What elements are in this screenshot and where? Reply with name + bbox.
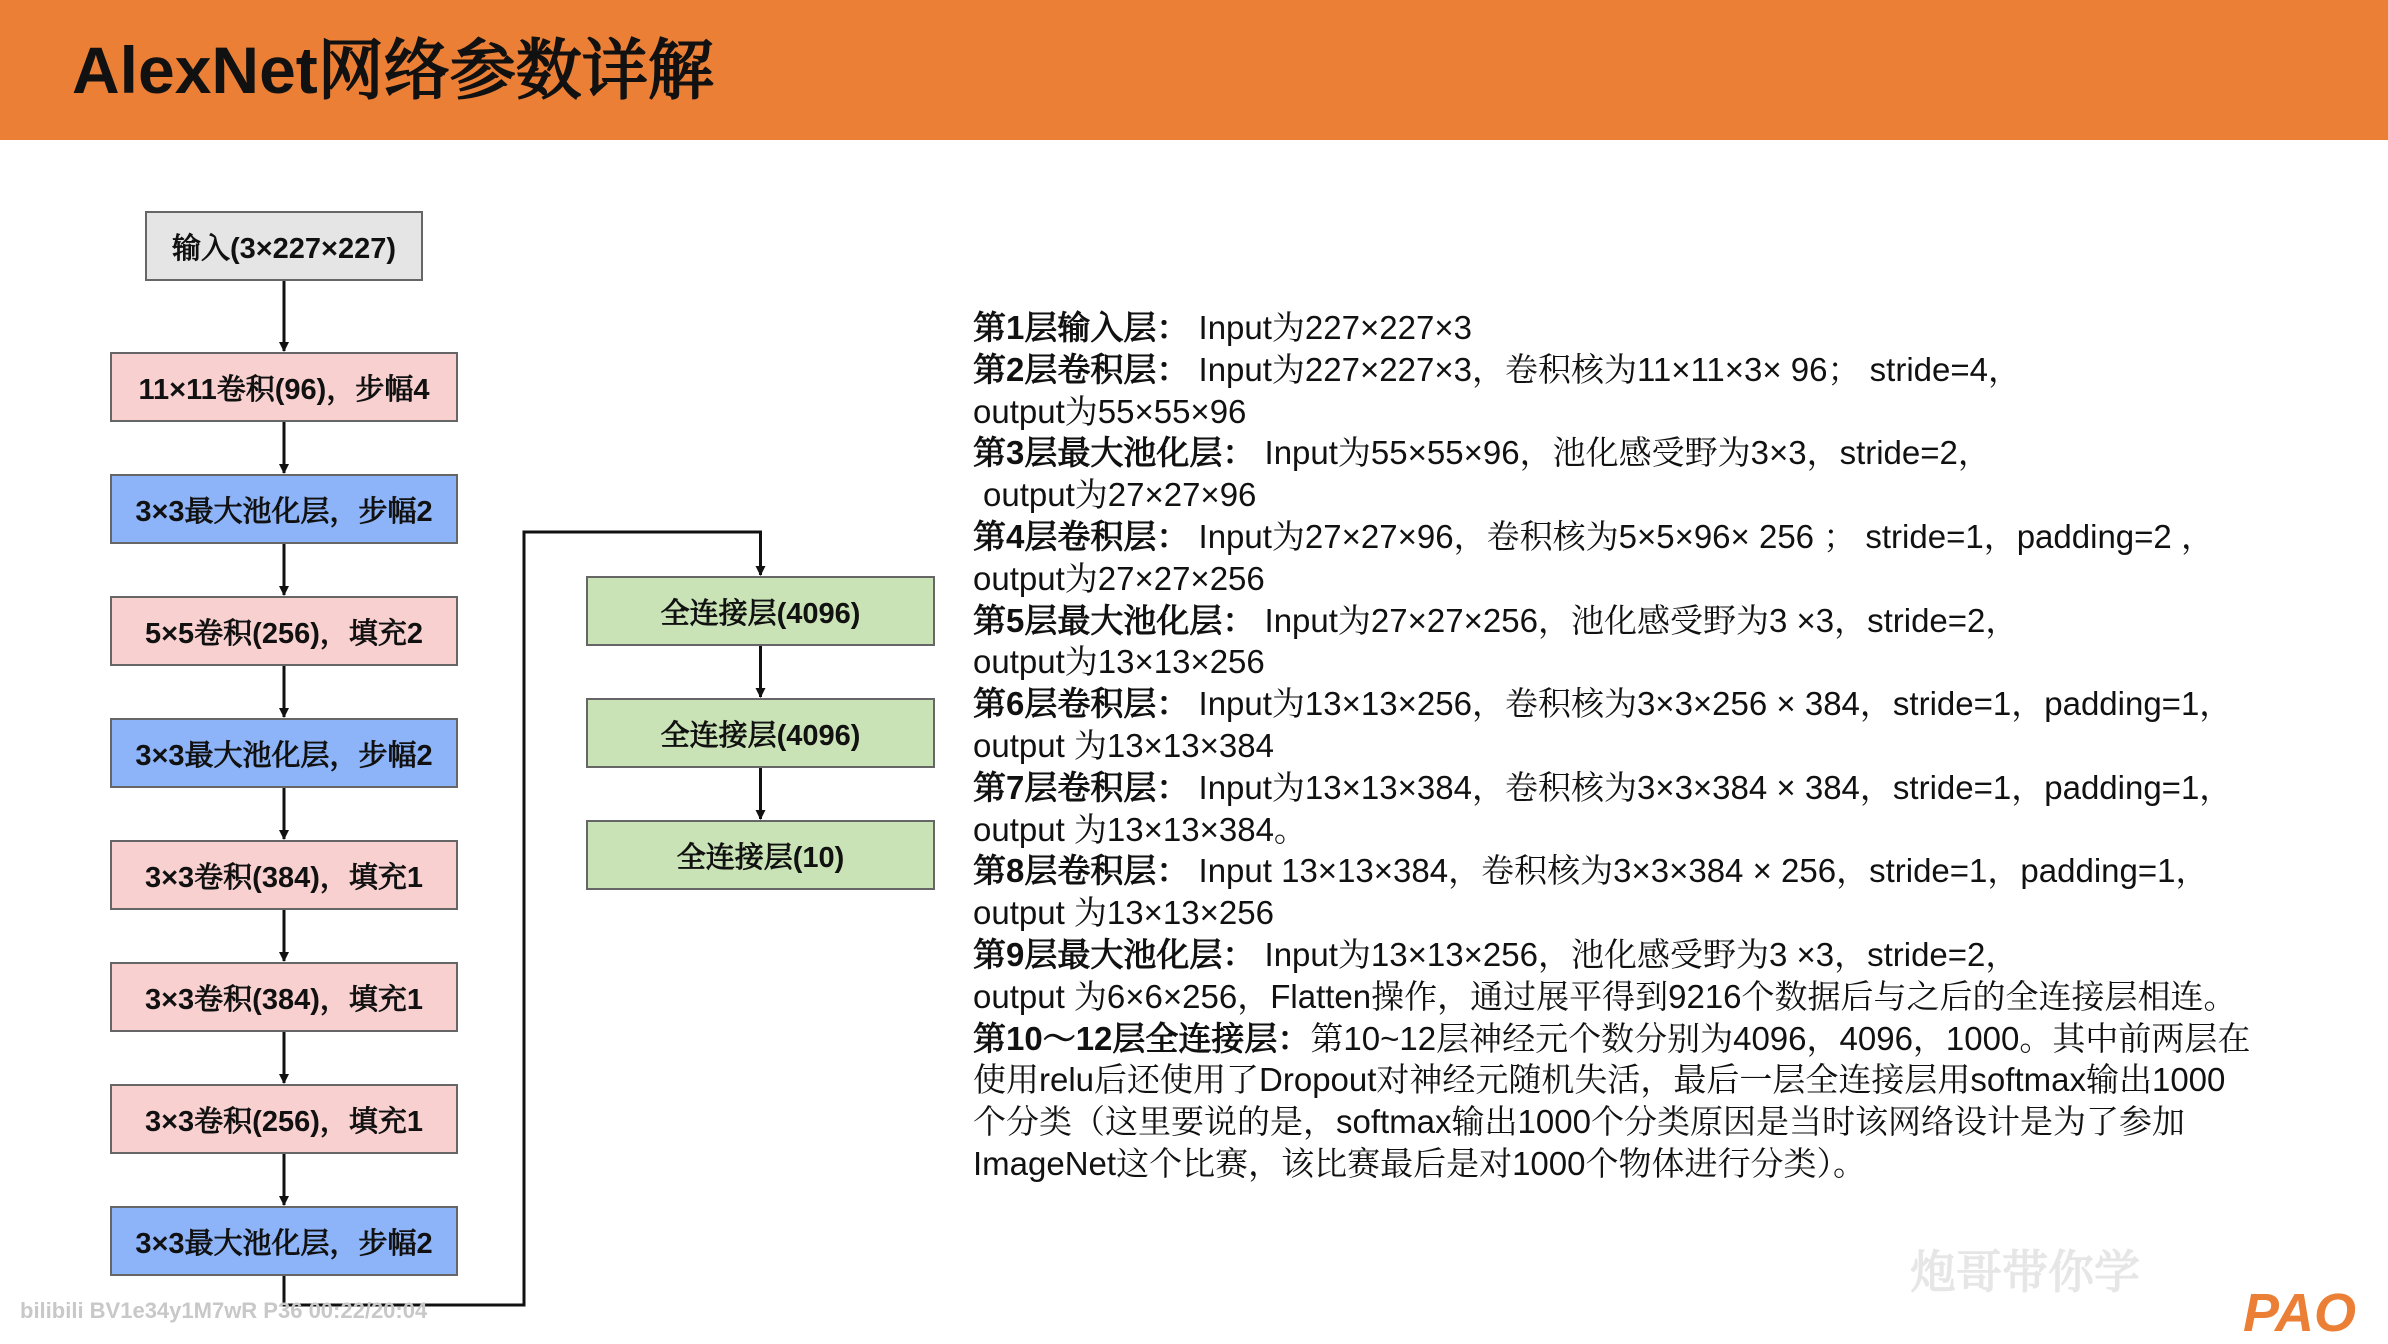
layer-detail: output为55×55×96 [973,392,1247,430]
layer-detail: 使用relu后还使用了Dropout对神经元随机失活，最后一层全连接层用softmax输出1000 [973,1061,2226,1099]
right-layer-3-fc: 全连接层(10) [586,820,935,890]
left-layer-9-pool: 3×3最大池化层，步幅2 [110,1206,458,1276]
left-layer-5-pool: 3×3最大池化层，步幅2 [110,718,458,788]
description-line [973,976,2343,1018]
right-layer-2-fc: 全连接层(4096) [586,698,935,768]
layer-label: 第4层卷积层： [973,517,1190,555]
layer-label: 第3层最大池化层： [973,434,1256,472]
page-title: AlexNet网络参数详解 [72,33,714,107]
layer-detail: output为13×13×256 [973,643,1265,681]
channel-watermark: 炮哥带你学 [1910,1246,2140,1298]
left-layer-7-conv: 3×3卷积(384)，填充1 [110,962,458,1032]
layer-detail: output 为13×13×256 [973,894,1274,932]
description-line [973,641,2343,683]
description-line [973,725,2343,767]
description-line [973,432,2343,474]
layer-label: 第1层输入层： [973,309,1190,346]
layer-detail: 个分类（这里要说的是，softmax输出1000个分类原因是当时该网络设计是为了参加 [973,1103,2185,1141]
left-layer-6-conv: 3×3卷积(384)，填充1 [110,840,458,910]
layer-label: 第6层卷积层： [973,685,1190,723]
left-layer-2-conv: 11×11卷积(96)，步幅4 [110,352,458,422]
description-line [973,1143,2343,1185]
pao-logo: PAO [2243,1283,2357,1343]
layer-detail: output为27×27×256 [973,559,1265,597]
layer-label: 第9层最大池化层： [973,935,1256,973]
description-line [973,809,2343,851]
layer-detail: output为27×27×96 [983,476,1257,514]
description-line [973,558,2343,600]
description-line [973,391,2343,433]
layer-detail: Input 13×13×384，卷积核为3×3×384 × 256，stride=1，padding=1， [1189,852,2209,890]
layer-detail: Input为13×13×256，池化感受野为3 ×3，stride=2， [1255,935,2019,973]
layer-detail: 第10~12层神经元个数分别为4096，4096，1000。其中前两层在 [1310,1019,2251,1057]
description-line [973,474,2343,516]
layer-label: 第2层卷积层： [973,350,1190,388]
layer-detail: output 为6×6×256，Flatten操作，通过展平得到9216个数据后与之后的全连接层相连。 [973,977,2237,1015]
right-layer-1-fc: 全连接层(4096) [586,576,935,646]
description-line [973,683,2343,725]
layer-detail: Input为227×227×3 [1189,309,1472,346]
layer-detail: output 为13×13×384 [973,726,1274,764]
description-line [973,934,2343,976]
description-line [973,850,2343,892]
layer-detail: Input为27×27×96，卷积核为5×5×96× 256 ； stride=1，padding=2 ， [1189,517,2214,555]
left-layer-3-pool: 3×3最大池化层，步幅2 [110,474,458,544]
description-line [973,516,2343,558]
layer-label: 第5层最大池化层： [973,601,1256,639]
layer-detail: Input为27×27×256，池化感受野为3 ×3，stride=2， [1255,601,2019,639]
layer-detail: ImageNet这个比赛，该比赛最后是对1000个物体进行分类）。 [973,1144,1866,1182]
video-watermark: bilibili BV1e34y1M7wR P36 00:22/20:04 [20,1298,428,1323]
left-layer-4-conv: 5×5卷积(256)，填充2 [110,596,458,666]
layer-detail: Input为55×55×96，池化感受野为3×3，stride=2， [1255,434,1991,472]
description-line [973,767,2343,809]
layer-detail: Input为13×13×384，卷积核为3×3×384 × 384，stride=1，padding=1， [1189,768,2233,806]
layer-label: 第7层卷积层： [973,768,1190,806]
description-line [973,892,2343,934]
description-line [973,349,2343,391]
layer-label: 第10～12层全连接层： [973,1019,1311,1057]
description-line [973,1101,2343,1143]
description-line [973,600,2343,642]
left-layer-8-conv: 3×3卷积(256)，填充1 [110,1084,458,1154]
layer-detail: output 为13×13×384。 [973,810,1307,848]
description-line [973,1059,2343,1101]
description-line [973,307,2343,349]
layer-description [973,307,2343,1185]
left-layer-1-input: 输入(3×227×227) [145,211,423,281]
layer-label: 第8层卷积层： [973,852,1190,890]
layer-detail: Input为13×13×256，卷积核为3×3×256 × 384，stride=1，padding=1， [1189,685,2233,723]
layer-detail: Input为227×227×3，卷积核为11×11×3× 96； stride=4， [1189,350,2021,388]
description-line [973,1018,2343,1060]
